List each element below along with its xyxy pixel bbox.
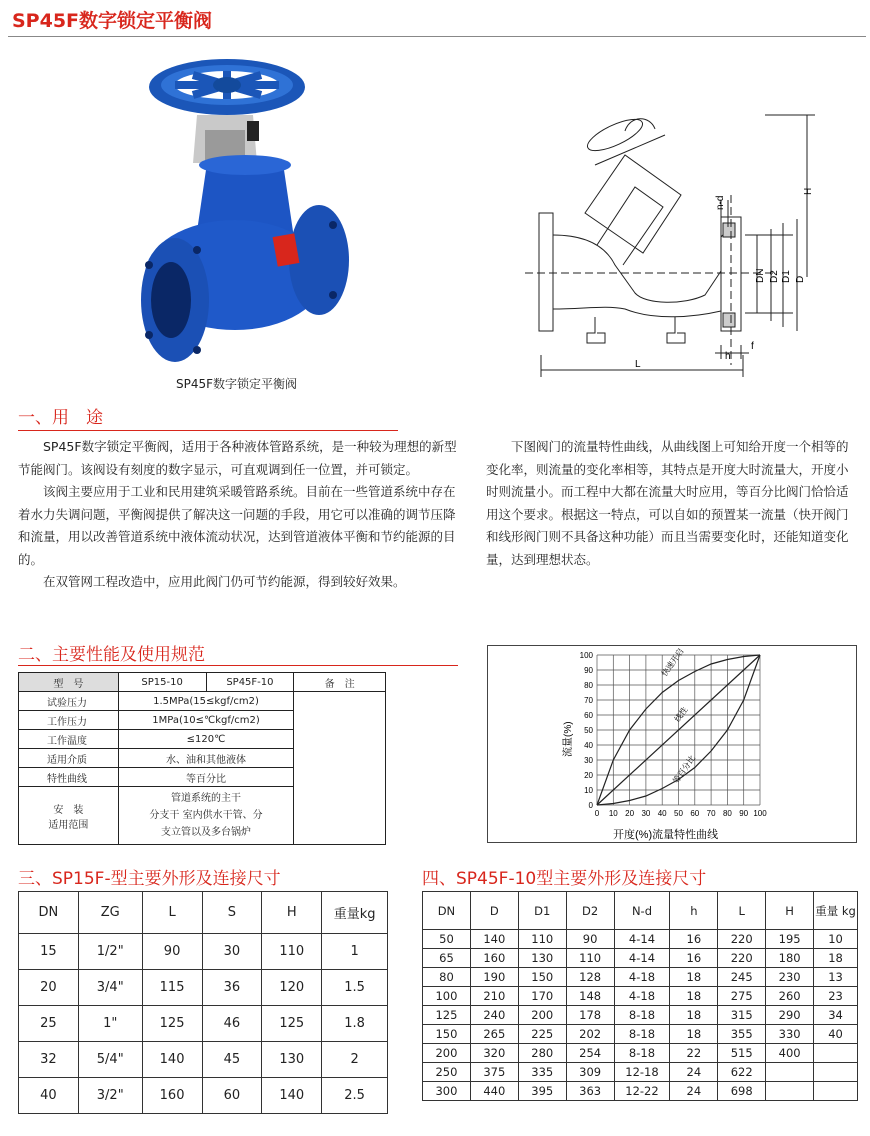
- section-heading-performance: 二、主要性能及使用规范: [18, 645, 205, 665]
- table-cell: [814, 1044, 858, 1063]
- table-cell: 80: [423, 968, 471, 987]
- table-cell: 128: [566, 968, 614, 987]
- table-cell: 202: [566, 1025, 614, 1044]
- table-row: [423, 930, 858, 949]
- table-cell: 36: [202, 970, 262, 1006]
- table-header-cell: N-d: [614, 892, 670, 930]
- chart-series-label: 快速开启: [659, 646, 686, 679]
- chart-x-tick-label: 90: [739, 809, 749, 818]
- table-cell: 8-18: [614, 1025, 670, 1044]
- chart-x-tick-label: 50: [674, 809, 683, 818]
- table-header-cell: 重量 kg: [814, 892, 858, 930]
- table-row: [19, 692, 386, 711]
- table-cell: 4-14: [614, 930, 670, 949]
- table-row: [19, 1078, 388, 1114]
- usage-paragraph: 在双管网工程改造中，应用此阀门仍可节约能源，得到较好效果。: [43, 574, 406, 589]
- table-cell: 245: [718, 968, 766, 987]
- table-cell: 180: [766, 949, 814, 968]
- chart-x-label: 开度(%)流量特性曲线: [613, 829, 719, 841]
- table-cell: 355: [718, 1025, 766, 1044]
- table-header-cell: SP45F-10: [206, 673, 294, 692]
- table-cell: 15: [19, 934, 79, 970]
- table-cell: 140: [142, 1042, 202, 1078]
- table-cell: 40: [814, 1025, 858, 1044]
- table-cell: 220: [718, 930, 766, 949]
- usage-paragraph: 该阀主要应用于工业和民用建筑采暖管路系统。目前在一些管道系统中存在着水力失调问题，平衡阀提供了解决这一问题的手段，用它可以准确的调节压降和流量，用以改善管道系统中液体流动状况，达到管道液体平衡和节约能源的目的。: [18, 484, 456, 567]
- table-cell: 10: [814, 930, 858, 949]
- chart-y-tick-label: 0: [588, 801, 593, 810]
- table-cell: 125: [142, 1006, 202, 1042]
- section-heading-usage: 一、用 途: [18, 408, 103, 428]
- table-cell: 195: [766, 930, 814, 949]
- table-cell: 400: [766, 1044, 814, 1063]
- table-row: [423, 1063, 858, 1082]
- table-cell: 320: [470, 1044, 518, 1063]
- table-cell: 315: [718, 1006, 766, 1025]
- install-value-line: 分支干 室内供水干管、分: [149, 810, 263, 821]
- dim-label-h: h: [725, 351, 731, 362]
- remarks-cell: [294, 692, 386, 845]
- dim-label-f: f: [751, 341, 754, 352]
- usage-right-text: [486, 436, 856, 571]
- row-value: ≤120℃: [118, 730, 294, 749]
- chart-x-tick-label: 40: [657, 809, 667, 818]
- table-cell: 3/2": [78, 1078, 142, 1114]
- table-cell: 8-18: [614, 1044, 670, 1063]
- table-row: [19, 934, 388, 970]
- table-cell: 18: [670, 1025, 718, 1044]
- table-row: [19, 1042, 388, 1078]
- table-row: [423, 968, 858, 987]
- row-label: 工作温度: [19, 730, 119, 749]
- table-cell: 125: [423, 1006, 471, 1025]
- table-cell: 170: [518, 987, 566, 1006]
- table-cell: [814, 1063, 858, 1082]
- table-cell: 240: [470, 1006, 518, 1025]
- table-cell: 4-14: [614, 949, 670, 968]
- table-header-cell: S: [202, 892, 262, 934]
- table-header-cell: 重量kg: [322, 892, 388, 934]
- usage-left-text: [18, 436, 462, 594]
- table-cell: 300: [423, 1082, 471, 1101]
- section-heading-sp45f: 四、SP45F-10型主要外形及连接尺寸: [422, 869, 707, 889]
- table-cell: 100: [423, 987, 471, 1006]
- table-row: [423, 1025, 858, 1044]
- dim-label-d1: D1: [781, 270, 792, 283]
- table-cell: 230: [766, 968, 814, 987]
- table-cell: 290: [766, 1006, 814, 1025]
- chart-y-tick-label: 80: [584, 681, 593, 690]
- table-cell: 125: [262, 1006, 322, 1042]
- table-cell: [766, 1082, 814, 1101]
- chart-y-tick-label: 20: [584, 771, 593, 780]
- install-value-line: 支立管以及多台锅炉: [161, 827, 251, 838]
- table-header-cell: D2: [566, 892, 614, 930]
- table-cell: 225: [518, 1025, 566, 1044]
- table-cell: 4-18: [614, 968, 670, 987]
- photo-caption: SP45F数字锁定平衡阀: [176, 377, 298, 391]
- table-cell: 3/4": [78, 970, 142, 1006]
- chart-y-tick-label: 70: [584, 696, 593, 705]
- dim-label-h-upper: H: [803, 187, 814, 195]
- table-cell: 16: [670, 930, 718, 949]
- table-cell: 65: [423, 949, 471, 968]
- table-cell: 440: [470, 1082, 518, 1101]
- table-cell: 13: [814, 968, 858, 987]
- page-title: SP45F数字锁定平衡阀: [12, 10, 213, 32]
- row-value: 1.5MPa(15≤kgf/cm2): [118, 692, 294, 711]
- table-cell: 90: [142, 934, 202, 970]
- table-header-cell: L: [718, 892, 766, 930]
- table-cell: 395: [518, 1082, 566, 1101]
- chart-x-tick-label: 80: [722, 809, 732, 818]
- row-label: 工作压力: [19, 711, 119, 730]
- table-cell: 18: [670, 1006, 718, 1025]
- table-cell: 140: [470, 930, 518, 949]
- sp15f-dimension-table: [18, 891, 388, 1114]
- chart-y-tick-label: 60: [584, 711, 593, 720]
- table-header-cell: 备 注: [294, 673, 386, 692]
- chart-y-tick-label: 30: [584, 756, 593, 765]
- table-row: [19, 970, 388, 1006]
- table-header-cell: 型 号: [19, 673, 119, 692]
- table-cell: 12-18: [614, 1063, 670, 1082]
- table-header-cell: D1: [518, 892, 566, 930]
- table-cell: 110: [518, 930, 566, 949]
- chart-series-label: 等百分比: [671, 753, 698, 786]
- chart-y-label: 流量(%): [563, 721, 574, 757]
- table-cell: 45: [202, 1042, 262, 1078]
- table-row: [423, 1044, 858, 1063]
- table-cell: 190: [470, 968, 518, 987]
- install-label-line: 安 装: [53, 804, 84, 816]
- table-cell: 1.8: [322, 1006, 388, 1042]
- chart-x-tick-label: 10: [608, 809, 618, 818]
- table-cell: 46: [202, 1006, 262, 1042]
- table-header-cell: ZG: [78, 892, 142, 934]
- table-cell: 140: [262, 1078, 322, 1114]
- chart-y-tick-label: 100: [579, 651, 593, 660]
- table-cell: 90: [566, 930, 614, 949]
- table-cell: 265: [470, 1025, 518, 1044]
- chart-x-tick-label: 30: [641, 809, 651, 818]
- dim-label-dn: DN: [755, 268, 766, 283]
- table-row: [423, 987, 858, 1006]
- table-cell: 4-18: [614, 987, 670, 1006]
- table-cell: 30: [202, 934, 262, 970]
- table-cell: 130: [518, 949, 566, 968]
- table-cell: 1.5: [322, 970, 388, 1006]
- table-cell: 18: [670, 968, 718, 987]
- install-label-line: 适用范围: [48, 819, 89, 831]
- table-cell: 2.5: [322, 1078, 388, 1114]
- table-cell: 25: [19, 1006, 79, 1042]
- table-cell: 375: [470, 1063, 518, 1082]
- table-header-cell: H: [262, 892, 322, 934]
- table-cell: 178: [566, 1006, 614, 1025]
- table-cell: 12-22: [614, 1082, 670, 1101]
- table-cell: 622: [718, 1063, 766, 1082]
- table-header-row: [19, 892, 388, 934]
- table-cell: 110: [566, 949, 614, 968]
- table-cell: 200: [518, 1006, 566, 1025]
- chart-x-tick-label: 70: [706, 809, 716, 818]
- table-cell: 254: [566, 1044, 614, 1063]
- curve-description: 下图阀门的流量特性曲线，从曲线图上可知给开度一个相等的变化率，则流量的变化率相等，其特点是开度大时流量大，开度小时则流量小。而工程中大都在流量大时应用，等百分比阀门恰恰适用这个要求。根据这一特点，可以自如的预置某一流量（快开阀门和线形阀门则不具备这种功能）而且当需要变化时，还能知道变化量，达到理想状态。: [486, 439, 849, 567]
- table-cell: 60: [202, 1078, 262, 1114]
- chart-x-tick-label: 20: [625, 809, 635, 818]
- table-header-row: [423, 892, 858, 930]
- table-header-cell: h: [670, 892, 718, 930]
- table-cell: 32: [19, 1042, 79, 1078]
- table-cell: 220: [718, 949, 766, 968]
- table-cell: 250: [423, 1063, 471, 1082]
- chart-y-tick-label: 50: [584, 726, 593, 735]
- dim-label-nd: n-d: [715, 195, 726, 210]
- usage-paragraph: SP45F数字锁定平衡阀，适用于各种液体管路系统，是一种较为理想的新型节能阀门。该阀设有刻度的数字显示，可直观调到任一位置，并可锁定。: [18, 439, 457, 477]
- table-header-cell: DN: [19, 892, 79, 934]
- table-cell: 18: [670, 987, 718, 1006]
- dim-label-d2: D2: [769, 270, 780, 283]
- chart-y-tick-label: 40: [584, 741, 593, 750]
- table-row: [19, 1006, 388, 1042]
- table-cell: 1: [322, 934, 388, 970]
- table-cell: 16: [670, 949, 718, 968]
- table-cell: 698: [718, 1082, 766, 1101]
- table-cell: 275: [718, 987, 766, 1006]
- table-cell: 1/2": [78, 934, 142, 970]
- install-value-line: 管道系统的主干: [171, 793, 241, 804]
- chart-series-label: 线性: [672, 705, 690, 724]
- table-cell: 309: [566, 1063, 614, 1082]
- table-cell: 24: [670, 1082, 718, 1101]
- table-cell: 515: [718, 1044, 766, 1063]
- table-cell: 8-18: [614, 1006, 670, 1025]
- table-cell: 130: [262, 1042, 322, 1078]
- table-cell: 20: [19, 970, 79, 1006]
- table-header-row: [19, 673, 386, 692]
- table-header-cell: DN: [423, 892, 471, 930]
- table-cell: 148: [566, 987, 614, 1006]
- table-cell: 23: [814, 987, 858, 1006]
- dim-label-l: L: [635, 359, 641, 370]
- table-cell: 150: [423, 1025, 471, 1044]
- row-label: 试验压力: [19, 692, 119, 711]
- chart-x-tick-label: 60: [690, 809, 700, 818]
- performance-table: [18, 672, 386, 845]
- flow-characteristic-chart: [487, 645, 857, 843]
- row-value: 1MPa(10≤℃kgf/cm2): [118, 711, 294, 730]
- row-label: 适用介质: [19, 749, 119, 768]
- table-cell: 18: [814, 949, 858, 968]
- table-header-cell: L: [142, 892, 202, 934]
- row-value: 等百分比: [118, 768, 294, 787]
- row-label: [19, 787, 119, 845]
- table-cell: 50: [423, 930, 471, 949]
- table-cell: [766, 1063, 814, 1082]
- table-cell: 363: [566, 1082, 614, 1101]
- table-cell: 335: [518, 1063, 566, 1082]
- table-cell: 160: [142, 1078, 202, 1114]
- table-cell: 150: [518, 968, 566, 987]
- table-header-cell: H: [766, 892, 814, 930]
- row-label: 特性曲线: [19, 768, 119, 787]
- table-cell: 160: [470, 949, 518, 968]
- chart-x-tick-label: 100: [753, 809, 767, 818]
- table-header-cell: D: [470, 892, 518, 930]
- table-cell: 260: [766, 987, 814, 1006]
- chart-y-tick-label: 90: [584, 666, 593, 675]
- row-value: 水、油和其他液体: [118, 749, 294, 768]
- table-cell: 330: [766, 1025, 814, 1044]
- table-cell: 40: [19, 1078, 79, 1114]
- table-cell: 210: [470, 987, 518, 1006]
- table-cell: 110: [262, 934, 322, 970]
- chart-y-tick-label: 10: [584, 786, 593, 795]
- title-divider: [8, 36, 866, 37]
- table-cell: 5/4": [78, 1042, 142, 1078]
- table-row: [423, 1006, 858, 1025]
- sp45f-dimension-table: [422, 891, 858, 1101]
- table-row: [423, 949, 858, 968]
- table-cell: 34: [814, 1006, 858, 1025]
- chart-x-tick-label: 0: [594, 809, 600, 818]
- technical-drawing: [525, 95, 825, 390]
- table-cell: 24: [670, 1063, 718, 1082]
- section-heading-sp15f: 三、SP15F-型主要外形及连接尺寸: [18, 869, 281, 889]
- table-cell: 2: [322, 1042, 388, 1078]
- valve-photo: [135, 45, 360, 370]
- section-underline: [18, 665, 458, 666]
- section-underline: [18, 430, 398, 431]
- table-header-cell: SP15-10: [118, 673, 206, 692]
- table-cell: 120: [262, 970, 322, 1006]
- table-row: [423, 1082, 858, 1101]
- table-cell: 115: [142, 970, 202, 1006]
- dim-label-d: D: [795, 275, 806, 283]
- table-cell: 200: [423, 1044, 471, 1063]
- row-value: [118, 787, 294, 845]
- table-cell: 280: [518, 1044, 566, 1063]
- table-cell: 22: [670, 1044, 718, 1063]
- table-cell: [814, 1082, 858, 1101]
- table-cell: 1": [78, 1006, 142, 1042]
